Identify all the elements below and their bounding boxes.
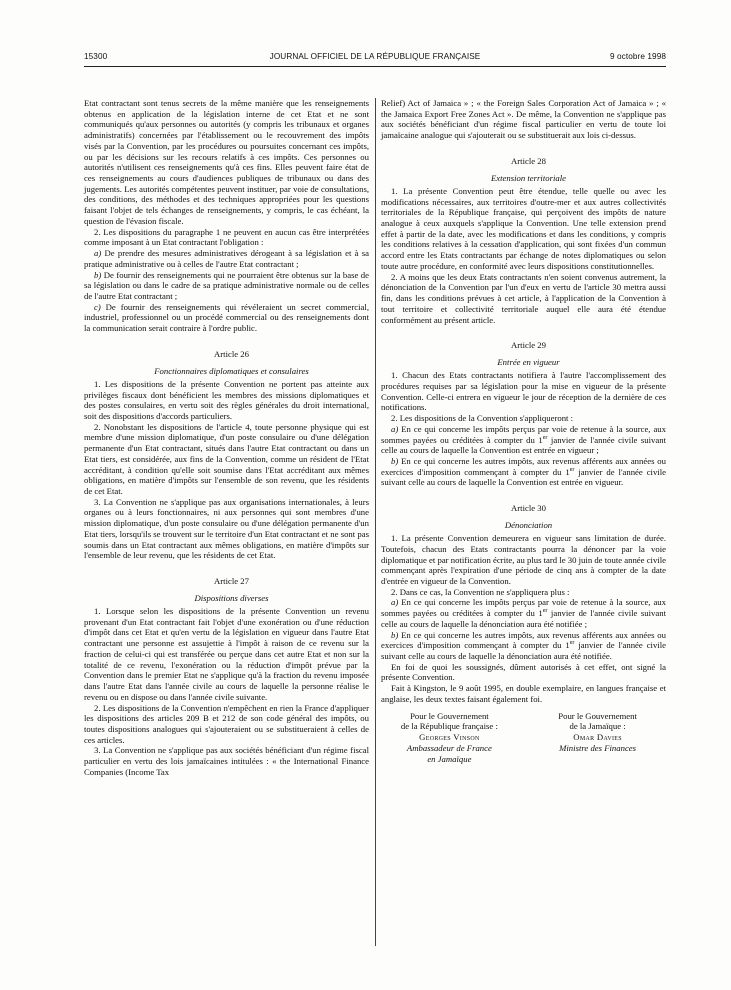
running-header xyxy=(84,52,666,66)
paragraph: 3. La Convention ne s'applique pas aux sociétés bénéficiant d'un régime fiscal particulier en vertu des lois jamaïcaines intitulées : « the International Finance Companies (Income Tax xyxy=(84,745,369,777)
journal-title: JOURNAL OFFICIEL DE LA RÉPUBLIQUE FRANÇAISE xyxy=(269,52,481,61)
paragraph: En foi de quoi les soussignés, dûment autorisés à cet effet, ont signé la présente Convention. xyxy=(381,661,666,683)
paragraph: 3. La Convention ne s'applique pas aux organisations internationales, à leurs organes ou à leurs fonctionnaires, ni aux personnes qui sont membres d'une mission diplomatique, d'un poste consulaire ou d'une délégation permanente d'un Etat tiers, lorsqu'ils se trouvent sur le territoire d'un Etat contractant et ne sont pas soumis dans un Etat contractant aux mêmes obligations, en matière d'impôts sur l'ensemble de leur revenu, que les résidents de cet Etat. xyxy=(84,496,369,561)
article-heading: Article 26 xyxy=(214,348,249,359)
item-label: b) xyxy=(391,629,399,640)
paragraph: b) De fournir des renseignements qui ne pourraient être obtenus sur la base de sa législation ou dans le cadre de sa pratique administrative normale ou de celles de l'autre Etat contractant ; xyxy=(84,269,369,301)
item-label: b) xyxy=(94,269,102,280)
paragraph: 1. Lorsque selon les dispositions de la présente Convention un revenu provenant d'un Etat contractant fait l'objet d'une exonération ou d'une réduction d'impôt dans cet Etat et qu'en vertu de la législation en vigueur dans l'autre Etat contractant une personne est assujettie à l'impôt à raison de ce revenu sur la fraction de celui-ci qui est transférée ou perçue dans cet autre Etat et non sur la totalité de ce revenu, l'exonération ou la réduction d'impôt prévue par la Convention dans le premier Etat ne s'applique qu'à la fraction du revenu imposée dans l'autre Etat dans l'année civile au cours de laquelle la personne réalise le revenu ou en dispose ou dans l'année civile suivante. xyxy=(84,606,369,702)
paragraph: 2. Les dispositions du paragraphe 1 ne peuvent en aucun cas être interprétées comme imposant à un Etat contractant l'obligation : xyxy=(84,226,369,248)
item-label: a) xyxy=(94,248,102,259)
paragraph: a) En ce qui concerne les impôts perçus par voie de retenue à la source, aux sommes payées ou créditées à compter du 1er janvier de l'année civile suivant celle au cours de laquelle la Convention est entrée en vigueur ; xyxy=(381,423,666,456)
article-subtitle: Dénonciation xyxy=(504,520,553,531)
paragraph: 1. Chacun des Etats contractants notifiera à l'autre l'accomplissement des procédures requises par sa législation pour la mise en vigueur de la présente Convention. Celle-ci entrera en vigueur le jour de réception de la dernière de ces notifications. xyxy=(381,370,666,413)
paragraph: c) De fournir des renseignements qui révéleraient un secret commercial, industriel, professionnel ou un procédé commercial ou des renseignements dont la communication serait contraire à l'ordre public. xyxy=(84,301,369,334)
item-label: a) xyxy=(391,597,399,608)
item-label: b) xyxy=(391,455,399,466)
item-label: a) xyxy=(391,423,399,434)
paragraph: 2. Les dispositions de la Convention s'appliqueront : xyxy=(391,413,574,424)
page-number: 15300 xyxy=(84,52,108,61)
left-column xyxy=(84,98,369,778)
paragraph: 1. La présente Convention peut être étendue, telle quelle ou avec les modifications nécessaires, aux territoires d'outre-mer et aux autres collectivités territoriales de la République française, qui perçoivent des impôts de nature analogue à ceux auxquels s'applique la Convention. Une telle extension prend effet à partir de la date, avec les modifications et dans les conditions, y compris les conditions relatives à la cessation d'application, qui sont fixées d'un commun accord entre les Etats contractants par échange de notes diplomatiques ou selon toute autre procédure, en conformité avec leurs dispositions constitutionnelles. xyxy=(381,185,666,271)
article-heading: Article 27 xyxy=(214,576,249,587)
paragraph: 2. A moins que les deux Etats contractants n'en soient convenus autrement, la dénonciation de la Convention par l'un d'eux en vertu de l'article 30 mettra aussi fin, dans les conditions prévues à cet article, à l'application de la Convention à tout territoire et collectivité territoriale auquel elle aura été étendue conformément au présent article. xyxy=(381,271,666,325)
paragraph: a) En ce qui concerne les impôts perçus par voie de retenue à la source, aux sommes payées ou créditées à compter du 1er janvier de l'année civile suivant celle au cours de laquelle la dénonciation aura été notifiée ; xyxy=(381,597,666,629)
header-rule xyxy=(84,66,666,67)
paragraph: 1. Les dispositions de la présente Convention ne portent pas atteinte aux privilèges fiscaux dont bénéficient les membres des missions diplomatiques et des postes consulaires, en vertu soit des règles générales du droit international, soit des dispositions d'accords particuliers. xyxy=(84,378,369,421)
item-label: c) xyxy=(94,301,101,312)
paragraph: b) En ce qui concerne les autres impôts, aux revenus afférents aux années ou exercices d'imposition commençant à compter du 1er janvier de l'année civile suivant celle au cours de laquelle la Convention est entrée en vigueur. xyxy=(381,455,666,488)
issue-date: 9 octobre 1998 xyxy=(609,52,666,61)
paragraph: Etat contractant sont tenus secrets de la même manière que les renseignements obtenus en application de la législation interne de cet Etat et ne sont communiqués qu'aux personnes ou autorités (y compris les tribunaux et organes administratifs) concernées par l'établissement ou le recouvrement des impôts visés par la Convention, par les procédures ou poursuites concernant ces impôts, ou par les décisions sur les recours relatifs à ces impôts. Ces personnes ou autorités n'utilisent ces renseignements qu'à ces fins. Elles peuvent faire état de ces renseignements au cours d'audiences publiques de tribunaux ou dans des jugements. Les autorités compétentes peuvent instituer, par voie de consultations, des conditions, des méthodes et des techniques appropriées pour les questions faisant l'objet de tels échanges de renseignements, y compris, le cas échéant, la question de l'évasion fiscale. xyxy=(84,98,369,226)
article-heading: Article 29 xyxy=(511,340,546,351)
signatory-name: Georges Vinson xyxy=(419,732,480,743)
article-subtitle: Extension territoriale xyxy=(490,172,567,183)
right-column xyxy=(381,98,666,764)
paragraph: 2. Nonobstant les dispositions de l'article 4, toute personne physique qui est membre d'une mission diplomatique, d'un poste consulaire ou d'une délégation permanente d'un Etat contractant, situés dans l'autre Etat contractant ou dans un Etat tiers, est considérée, aux fins de la Convention, comme un résident de l'Etat accréditant, à condition qu'elle soit soumise dans l'Etat accréditant aux mêmes obligations, en matière d'impôts sur l'ensemble de son revenu, que les résidents de cet Etat. xyxy=(84,421,369,496)
paragraph: b) En ce qui concerne les autres impôts, aux revenus afférents aux années ou exercices d'imposition commençant à compter du 1er janvier de l'année civile suivant celle au cours de laquelle la dénonciation aura été notifiée. xyxy=(381,629,666,662)
signatory-name: Omar Davies xyxy=(573,732,622,743)
article-subtitle: Fonctionnaires diplomatiques et consulaires xyxy=(154,365,309,376)
paragraph: Fait à Kingston, le 9 août 1995, en double exemplaire, en langues française et anglaise, les deux textes faisant également foi. xyxy=(381,683,666,704)
article-subtitle: Dispositions diverses xyxy=(194,593,269,604)
paragraph: 2. Dans ce cas, la Convention ne s'appliquera plus : xyxy=(391,586,570,597)
signatory-france: Pour le Gouvernement de la République française : Georges Vinson Ambassadeur de France en Jamaïque xyxy=(381,711,518,765)
paragraph: 2. Les dispositions de la Convention n'empêchent en rien la France d'appliquer les dispositions des articles 209 B et 212 de son code général des impôts, ou toutes dispositions analogues qui s'ajouteraient ou se substitueraient à celles de ces articles. xyxy=(84,702,369,745)
signature-block xyxy=(381,711,666,765)
column-divider xyxy=(375,98,376,946)
paragraph: Relief) Act of Jamaica » ; « the Foreign Sales Corporation Act of Jamaica » ; « the Jamaica Export Free Zones Act ». De même, la Convention ne s'applique pas aux sociétés bénéficiant d'un régime fiscal particulier en vertu de toute loi jamaïcaine analogue qui s'ajouterait ou se substituerait aux lois ci-dessus. xyxy=(381,98,666,141)
article-heading: Article 28 xyxy=(511,155,546,166)
signatory-jamaica: Pour le Gouvernement de la Jamaïque : Omar Davies Ministre des Finances xyxy=(529,711,666,765)
article-heading: Article 30 xyxy=(511,503,546,514)
paragraph: a) De prendre des mesures administratives dérogeant à sa législation et à sa pratique administrative ou à celles de l'autre Etat contractant ; xyxy=(84,248,369,269)
paragraph: 1. La présente Convention demeurera en vigueur sans limitation de durée. Toutefois, chacun des Etats contractants pourra la dénoncer par la voie diplomatique et par notification écrite, au plus tard le 30 juin de toute année civile commençant après l'expiration d'une période de cinq ans à compter de la date d'entrée en vigueur de la Convention. xyxy=(381,533,666,586)
article-subtitle: Entrée en vigueur xyxy=(497,357,560,368)
